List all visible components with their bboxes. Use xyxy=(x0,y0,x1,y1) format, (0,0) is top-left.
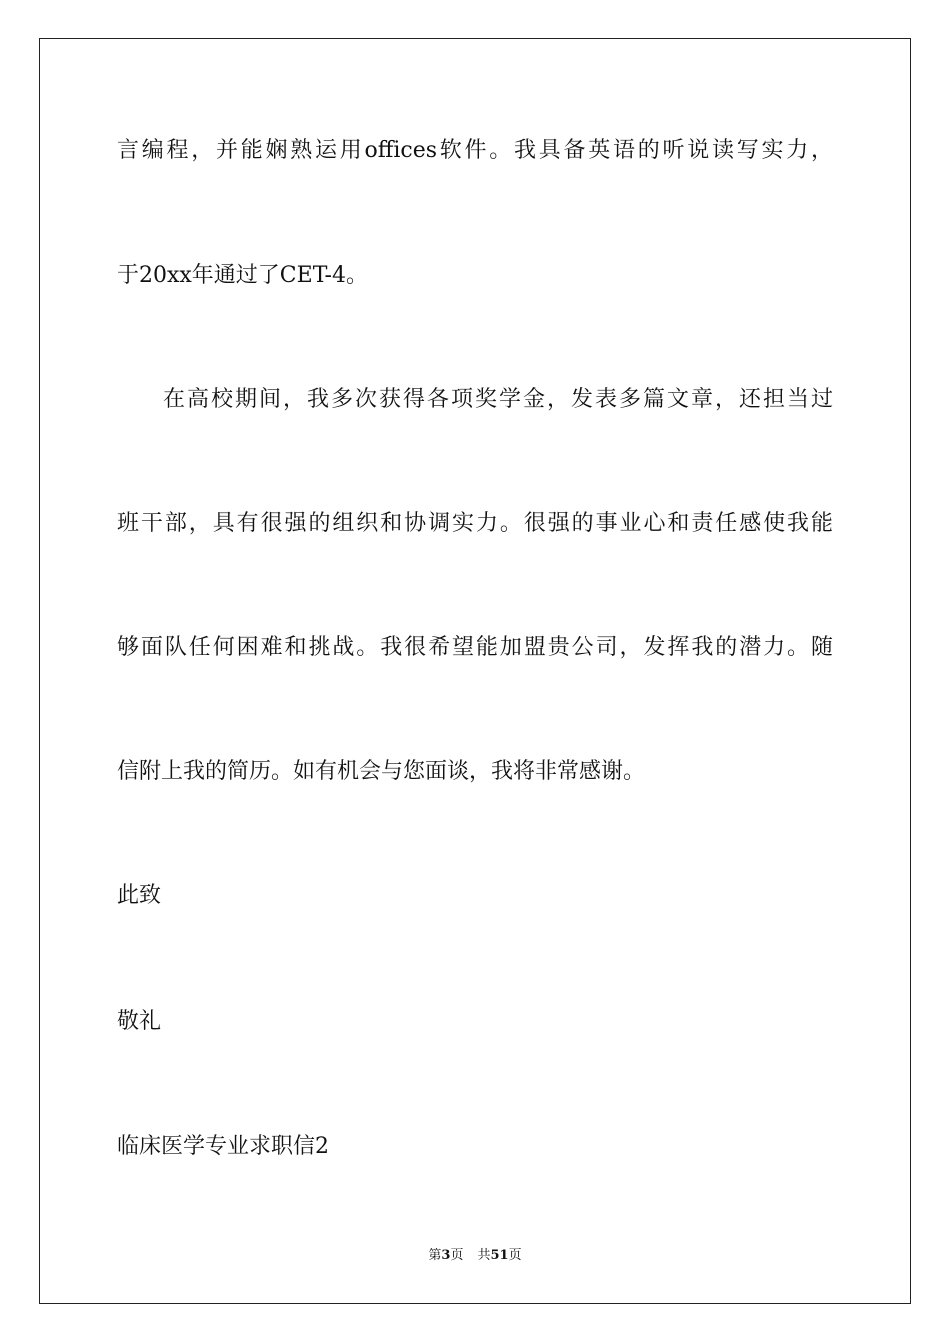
paragraph2-line4: 信附上我的简历。如有机会与您面谈，我将非常感谢。 xyxy=(117,759,646,784)
footer-total-unit: 页 xyxy=(508,1248,522,1263)
closing-salutation: 此致 xyxy=(117,883,162,908)
footer-page-prefix: 第 xyxy=(428,1248,442,1263)
footer-page-current: 3 xyxy=(441,1248,451,1263)
paragraph2-line3: 够面队任何困难和挑战。我很希望能加盟贵公司，发挥我的潜力。随 xyxy=(117,635,833,660)
next-section-title: 临床医学专业求职信2 xyxy=(117,1134,329,1159)
footer-total-prefix: 共 xyxy=(477,1248,491,1263)
footer-page-total: 51 xyxy=(490,1248,509,1263)
page-border xyxy=(39,38,911,1304)
paragraph1-line1: 言编程，并能娴熟运用offices软件。我具备英语的听说读写实力， xyxy=(117,138,833,163)
footer-page-unit: 页 xyxy=(450,1248,464,1263)
paragraph2-line2: 班干部，具有很强的组织和协调实力。很强的事业心和责任感使我能 xyxy=(117,511,833,536)
paragraph1-line2: 于20xx年通过了CET-4。 xyxy=(117,263,368,288)
paragraph2-line1: 在高校期间，我多次获得各项奖学金，发表多篇文章，还担当过 xyxy=(163,387,833,412)
closing-regards: 敬礼 xyxy=(117,1009,162,1034)
page-footer xyxy=(0,1247,950,1265)
